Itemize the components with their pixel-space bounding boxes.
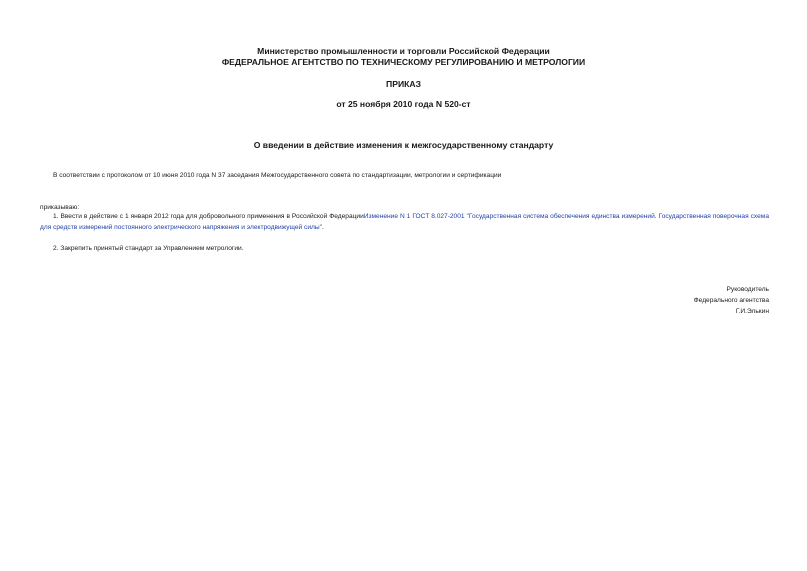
preamble-text: В соответствии с протоколом от 10 июня 2010 года N 37 заседания Межгосударственного совета по стандартизации, метрологии и сертификации	[53, 172, 502, 179]
signature-position: Руководитель	[726, 286, 769, 293]
order-item-2: 2. Закрепить принятый стандарт за Управлением метрологии.	[53, 245, 244, 252]
document-title: О введении в действие изменения к межгосударственному стандарту	[253, 140, 554, 150]
agency-name: ФЕДЕРАЛЬНОЕ АГЕНТСТВО ПО ТЕХНИЧЕСКОМУ РЕГУЛИРОВАНИЮ И МЕТРОЛОГИИ	[221, 57, 586, 67]
order-item-1-text: 1. Ввести в действие с 1 января 2012 года для добровольного применения в Российской Федерации	[53, 213, 364, 220]
ministry-name: Министерство промышленности и торговли Российской Федерации	[257, 46, 550, 56]
standard-amendment-link[interactable]: Изменение N 1 ГОСТ 8.027-2001 "Государственная система обеспечения единства измерений. Государственная поверочная схема для средств измерений постоянного электрического напряжения и электродвижущей силы"	[40, 213, 769, 231]
signature-name: Г.И.Элькин	[735, 308, 769, 315]
document-type: ПРИКАЗ	[386, 79, 421, 89]
order-word: приказываю:	[40, 204, 80, 211]
order-item-1-suffix: .	[321, 224, 324, 231]
order-item-1	[40, 211, 769, 233]
document-date-number: от 25 ноября 2010 года N 520-ст	[336, 99, 471, 109]
signature-organization: Федерального агентства	[693, 297, 769, 304]
